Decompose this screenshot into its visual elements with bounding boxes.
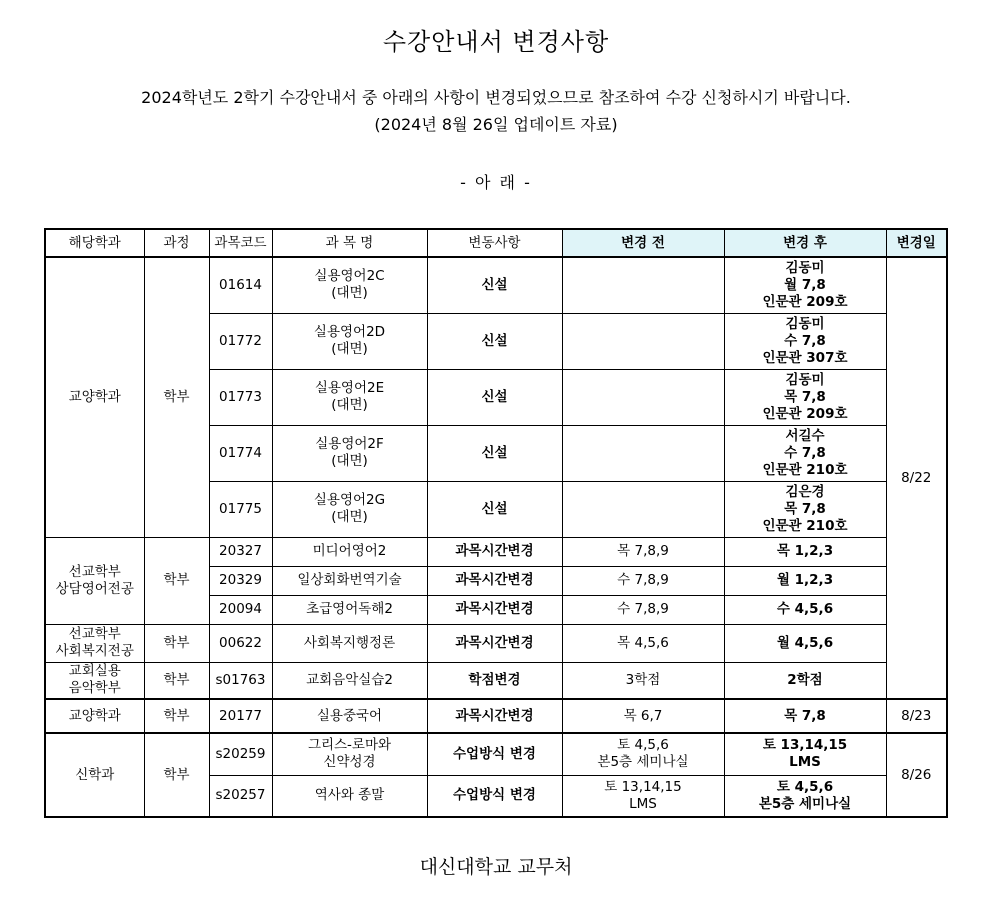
before-cell: 3학점	[562, 662, 724, 699]
date-cell: 8/22	[886, 257, 947, 699]
code-cell: 00622	[209, 624, 272, 662]
before-cell: 수 7,8,9	[562, 566, 724, 595]
header-name: 과 목 명	[272, 229, 427, 257]
footer-signature: 대신대학교 교무처	[419, 856, 573, 878]
code-cell: 01774	[209, 425, 272, 481]
code-cell: 01773	[209, 369, 272, 425]
course-name-cell: 일상회화번역기술	[272, 566, 427, 595]
change-cell: 신설	[427, 481, 562, 537]
change-cell: 수업방식 변경	[427, 733, 562, 775]
course-name-cell: 실용영어2C (대면)	[272, 257, 427, 313]
program-cell: 학부	[144, 662, 209, 699]
table-row	[45, 537, 947, 566]
change-cell: 과목시간변경	[427, 566, 562, 595]
dept-cell: 선교학부 상담영어전공	[45, 537, 144, 624]
course-name-cell: 사회복지행정론	[272, 624, 427, 662]
table-row	[45, 733, 947, 775]
code-cell: s20259	[209, 733, 272, 775]
code-cell: 01772	[209, 313, 272, 369]
before-cell: 목 7,8,9	[562, 537, 724, 566]
before-cell	[562, 369, 724, 425]
header-after: 변경 후	[724, 229, 886, 257]
after-cell: 김동미 수 7,8 인문관 307호	[724, 313, 886, 369]
code-cell: s20257	[209, 775, 272, 817]
table-row	[45, 257, 947, 313]
before-cell: 수 7,8,9	[562, 595, 724, 624]
dept-cell: 선교학부 사회복지전공	[45, 624, 144, 662]
course-name-cell: 실용영어2E (대면)	[272, 369, 427, 425]
code-cell: 20327	[209, 537, 272, 566]
before-cell: 목 4,5,6	[562, 624, 724, 662]
course-name-cell: 실용영어2G (대면)	[272, 481, 427, 537]
program-cell: 학부	[144, 624, 209, 662]
change-cell: 학점변경	[427, 662, 562, 699]
changes-table	[44, 228, 948, 818]
after-cell: 토 4,5,6 본5층 세미나실	[724, 775, 886, 817]
after-cell: 수 4,5,6	[724, 595, 886, 624]
dept-cell: 교회실용 음악학부	[45, 662, 144, 699]
change-cell: 신설	[427, 313, 562, 369]
dept-cell: 교양학과	[45, 257, 144, 537]
after-cell: 서길수 수 7,8 인문관 210호	[724, 425, 886, 481]
before-cell	[562, 313, 724, 369]
change-cell: 신설	[427, 425, 562, 481]
change-cell: 과목시간변경	[427, 595, 562, 624]
change-cell: 수업방식 변경	[427, 775, 562, 817]
header-code: 과목코드	[209, 229, 272, 257]
before-cell	[562, 257, 724, 313]
course-name-cell: 역사와 종말	[272, 775, 427, 817]
header-before: 변경 전	[562, 229, 724, 257]
date-cell: 8/26	[886, 733, 947, 817]
course-name-cell: 실용영어2F (대면)	[272, 425, 427, 481]
table-header-row	[45, 229, 947, 257]
course-name-cell: 실용영어2D (대면)	[272, 313, 427, 369]
course-name-cell: 그리스-로마와 신약성경	[272, 733, 427, 775]
header-program: 과정	[144, 229, 209, 257]
table-row	[45, 699, 947, 733]
after-cell: 목 1,2,3	[724, 537, 886, 566]
before-cell: 토 13,14,15 LMS	[562, 775, 724, 817]
before-cell: 토 4,5,6 본5층 세미나실	[562, 733, 724, 775]
code-cell: 20177	[209, 699, 272, 733]
code-cell: s01763	[209, 662, 272, 699]
notice-line-2: (2024년 8월 26일 업데이트 자료)	[374, 115, 618, 134]
before-cell	[562, 425, 724, 481]
header-date: 변경일	[886, 229, 947, 257]
program-cell: 학부	[144, 537, 209, 624]
change-cell: 신설	[427, 257, 562, 313]
course-name-cell: 교회음악실습2	[272, 662, 427, 699]
notice-text	[0, 84, 992, 138]
course-name-cell: 초급영어독해2	[272, 595, 427, 624]
before-cell	[562, 481, 724, 537]
code-cell: 20329	[209, 566, 272, 595]
below-label: - 아 래 -	[460, 173, 532, 192]
dept-cell: 신학과	[45, 733, 144, 817]
page-title: 수강안내서 변경사항	[382, 28, 610, 56]
change-cell: 과목시간변경	[427, 699, 562, 733]
program-cell: 학부	[144, 733, 209, 817]
after-cell: 2학점	[724, 662, 886, 699]
course-name-cell: 실용중국어	[272, 699, 427, 733]
after-cell: 월 1,2,3	[724, 566, 886, 595]
after-cell: 토 13,14,15 LMS	[724, 733, 886, 775]
change-cell: 과목시간변경	[427, 624, 562, 662]
code-cell: 01614	[209, 257, 272, 313]
after-cell: 김은경 목 7,8 인문관 210호	[724, 481, 886, 537]
course-name-cell: 미디어영어2	[272, 537, 427, 566]
code-cell: 20094	[209, 595, 272, 624]
before-cell: 목 6,7	[562, 699, 724, 733]
header-dept: 해당학과	[45, 229, 144, 257]
header-change: 변동사항	[427, 229, 562, 257]
change-cell: 과목시간변경	[427, 537, 562, 566]
program-cell: 학부	[144, 257, 209, 537]
after-cell: 목 7,8	[724, 699, 886, 733]
after-cell: 김동미 목 7,8 인문관 209호	[724, 369, 886, 425]
code-cell: 01775	[209, 481, 272, 537]
after-cell: 월 4,5,6	[724, 624, 886, 662]
after-cell: 김동미 월 7,8 인문관 209호	[724, 257, 886, 313]
table-row	[45, 662, 947, 699]
notice-line-1: 2024학년도 2학기 수강안내서 중 아래의 사항이 변경되었으므로 참조하여 수강 신청하시기 바랍니다.	[141, 88, 851, 107]
dept-cell: 교양학과	[45, 699, 144, 733]
date-cell: 8/23	[886, 699, 947, 733]
change-cell: 신설	[427, 369, 562, 425]
program-cell: 학부	[144, 699, 209, 733]
table-row	[45, 624, 947, 662]
